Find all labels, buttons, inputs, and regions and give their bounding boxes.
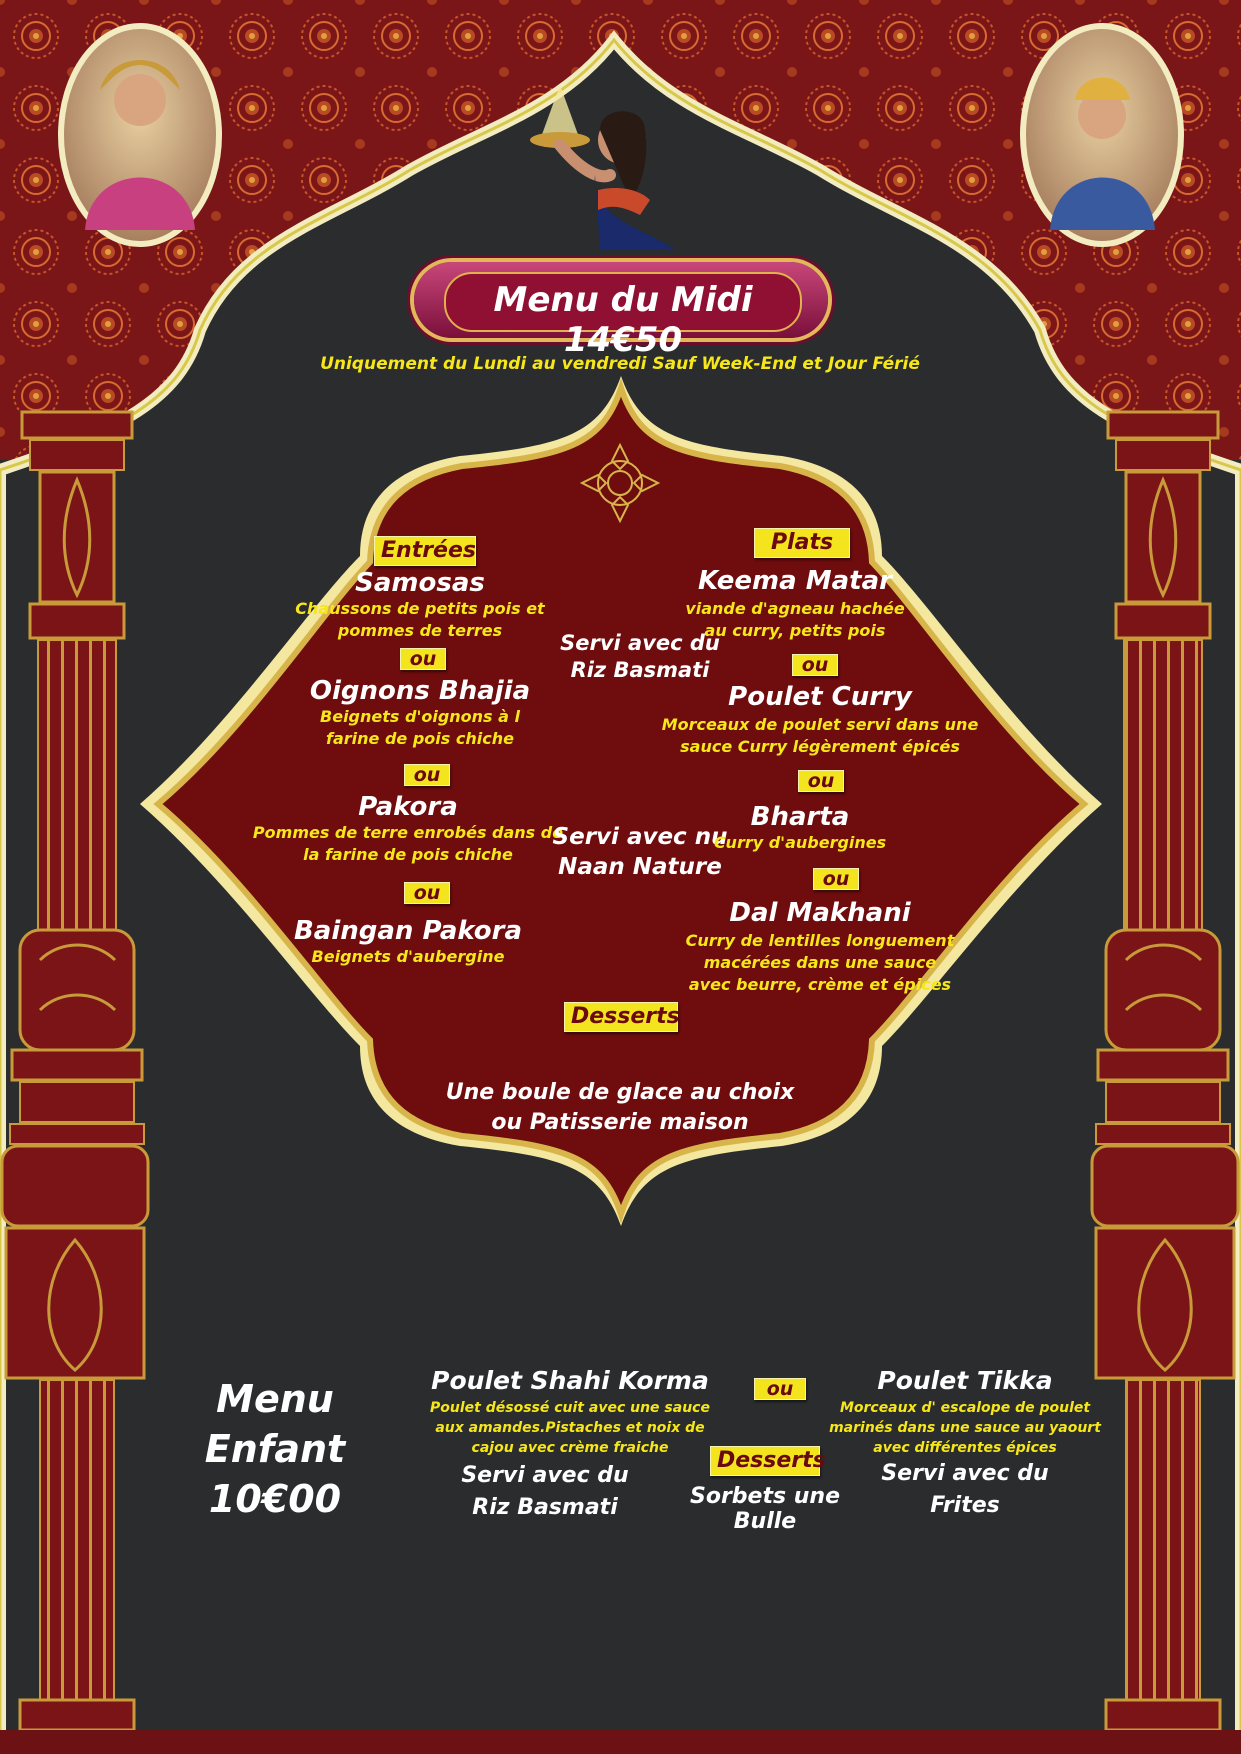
entree-name-baingan-pakora: Baingan Pakora xyxy=(293,916,523,946)
desserts-label: Desserts xyxy=(564,1002,678,1032)
left-portrait-medallion xyxy=(58,23,222,247)
ou-label: ou xyxy=(792,654,838,676)
enfant-option-poulet-tikka: Poulet Tikka xyxy=(877,1366,1053,1395)
entree-name-samosas: Samosas xyxy=(355,568,485,598)
menu-enfant-title: Menu Enfant 10€00 xyxy=(204,1377,346,1521)
plat-desc-dal-makhani: Curry de lentilles longuement macérées dans une sauce avec beurre, crème et épices xyxy=(685,931,955,994)
plat-name-dal-makhani: Dal Makhani xyxy=(729,898,911,928)
entree-name-pakora: Pakora xyxy=(358,792,458,822)
dessert-text: Une boule de glace au choix ou Patisserie maison xyxy=(445,1080,795,1135)
served-with-naan: Servi avec nu Naan Nature xyxy=(552,824,728,880)
entree-desc-baingan-pakora: Beignets d'aubergine xyxy=(311,947,505,966)
enfant-served-frites: Servi avec du Frites xyxy=(881,1461,1049,1518)
availability-note: Uniquement du Lundi au vendredi Sauf Week-End et Jour Férié xyxy=(320,354,920,374)
entree-desc-samosas: Chaussons de petits pois et pommes de terres xyxy=(295,599,545,640)
entrees-label: Entrées xyxy=(374,536,476,566)
ou-label: ou xyxy=(798,770,844,792)
plat-name-poulet-curry: Poulet Curry xyxy=(728,682,912,712)
bottom-band xyxy=(0,1730,1241,1754)
title-banner xyxy=(414,262,828,360)
entree-desc-oignons-bhajia: Beignets d'oignons à l farine de pois chiche xyxy=(320,707,520,748)
enfant-served-rice: Servi avec du Riz Basmati xyxy=(461,1463,629,1520)
entree-name-oignons-bhajia: Oignons Bhajia xyxy=(309,676,531,706)
ou-label: ou xyxy=(754,1378,806,1400)
plat-name-keema-matar: Keema Matar xyxy=(698,566,892,596)
served-with-rice: Servi avec du Riz Basmati xyxy=(560,631,720,682)
ou-label: ou xyxy=(400,648,446,670)
enfant-desserts-label: Desserts xyxy=(710,1446,820,1476)
entree-desc-pakora: Pommes de terre enrobés dans de la farine de pois chiche xyxy=(252,823,564,864)
ou-label: ou xyxy=(404,764,450,786)
plat-desc-bharta: Curry d'aubergines xyxy=(713,833,887,852)
ou-label: ou xyxy=(813,868,859,890)
plat-name-bharta: Bharta xyxy=(750,802,850,832)
enfant-dessert-text: Sorbets une Bulle xyxy=(690,1484,840,1534)
enfant-desc-poulet-tikka: Morceaux d' escalope de poulet marinés dans une sauce au yaourt avec différentes épices xyxy=(829,1400,1101,1456)
ou-label: ou xyxy=(404,882,450,904)
plats-label: Plats xyxy=(754,528,850,558)
enfant-desc-shahi-korma: Poulet désossé cuit avec une sauce aux amandes.Pistaches et noix de cajou avec crème fraiche xyxy=(430,1400,710,1456)
right-portrait-medallion xyxy=(1020,23,1184,247)
enfant-option-shahi-korma: Poulet Shahi Korma xyxy=(431,1366,709,1395)
menu-title: Menu du Midi 14€50 xyxy=(493,280,753,360)
plat-desc-keema-matar: viande d'agneau hachée au curry, petits pois xyxy=(685,599,905,640)
plat-desc-poulet-curry: Morceaux de poulet servi dans une sauce Curry légèrement épicés xyxy=(661,715,979,756)
